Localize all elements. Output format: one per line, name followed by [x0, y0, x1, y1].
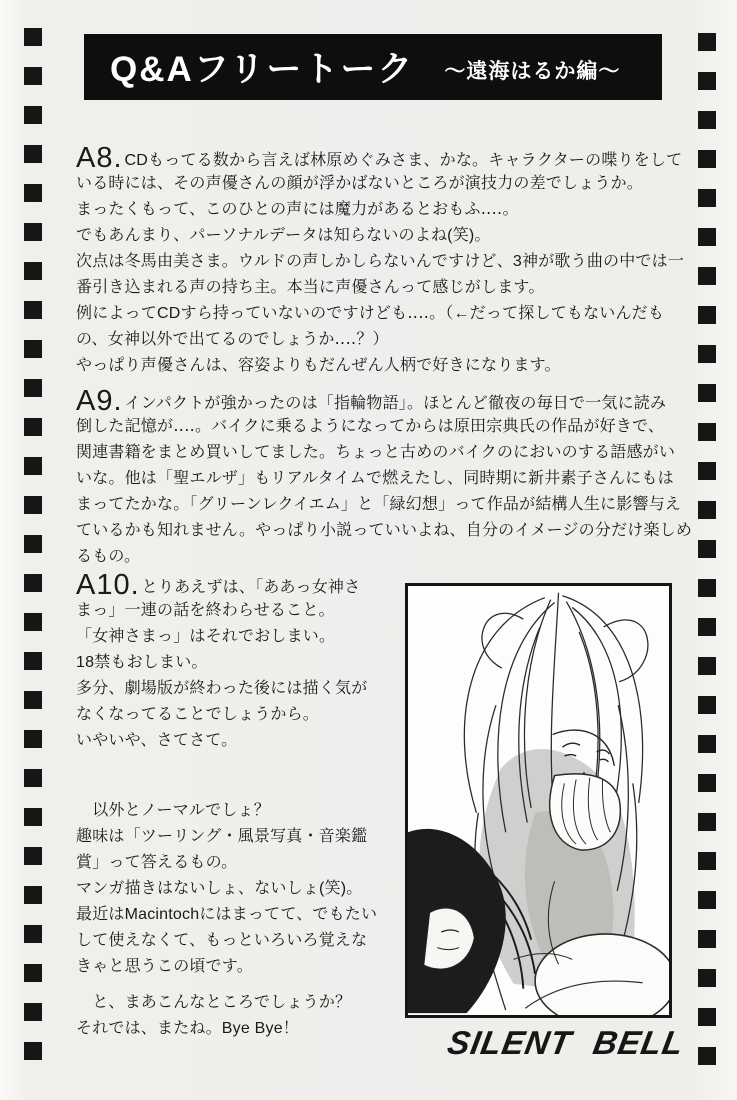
text-line: して使えなくて、もっといろいろ覚えな — [76, 932, 368, 949]
text-line: 賞」って答えるもの。 — [76, 854, 238, 871]
film-sprocket-strip-right — [698, 33, 716, 1068]
text-line: まったくもって、このひとの声には魔力があるとおもふ‥‥。 — [76, 201, 519, 218]
closing-paragraph — [76, 990, 406, 1042]
text-line: と、まあこんなところでしょうか？ — [76, 994, 352, 1011]
silent-bell-logo: SILENT BELL — [444, 1024, 688, 1061]
text-line: 関連書籍をまとめ買いしてました。ちょっと古めのバイクのにおいのする語感がい — [76, 444, 676, 461]
text-line: ているかも知れません。やっぱり小説っていいよね、自分のイメージの分だけ楽しめ — [76, 522, 693, 539]
text-line: の、女神以外で出てるのでしょうか‥‥？） — [76, 331, 389, 348]
answer-8-paragraph — [76, 142, 685, 379]
text-line: やっぱり声優さんは、容姿よりもだんぜん人柄で好きになります。 — [76, 357, 561, 374]
page-title: Q&Aフリートーク — [110, 50, 415, 89]
text-line — [76, 385, 667, 417]
goddess-illustration — [405, 583, 672, 1018]
text-line: 以外とノーマルでしょ？ — [76, 802, 270, 819]
answer-10-label: A10. — [76, 569, 140, 601]
text-line: いやいや、さてさて。 — [76, 732, 238, 749]
answer-9-paragraph — [76, 385, 693, 570]
text-line: 多分、劇場版が終わった後には描く気が — [76, 680, 368, 697]
answer-8-label: A8. — [76, 142, 123, 174]
text-line: まってたかな。「グリーンレクイエム」と「緑幻想」って作品が結構人生に影響与え — [76, 496, 682, 513]
text-line: 例によってCDすら持っていないのですけども‥‥。（←だって探してもないんだも — [76, 305, 665, 322]
text-line — [76, 569, 406, 601]
page-subtitle: ～遠海はるか編～ — [444, 60, 621, 83]
film-sprocket-strip-left — [24, 28, 42, 1063]
text-line: いる時には、その声優さんの顔が浮かばないところが演技力の差でしょうか。 — [76, 175, 644, 192]
text-line: それでは、またね。Bye Bye！ — [76, 1020, 299, 1037]
text-line: まっ」一連の話を終わらせること。 — [76, 602, 335, 619]
text-line: CDもってる数から言えば林原めぐみさま、かな。キャラクターの喋りをして — [124, 152, 683, 169]
text-line: マンガ描きはないしょ、ないしょ(笑)。 — [76, 880, 363, 897]
text-line: なくなってることでしょうから。 — [76, 706, 320, 723]
answer-10-paragraph — [76, 569, 406, 754]
text-line: 次点は冬馬由美さま。ウルドの声しかしらないんですけど、3神が歌う曲の中では一 — [76, 253, 685, 270]
text-line: 番引き込まれる声の持ち主。本当に声優さんって感じがします。 — [76, 279, 545, 296]
free-talk-paragraph — [76, 798, 406, 980]
goddess-illustration-line-art — [408, 586, 669, 1015]
text-line: インパクトが強かったのは「指輪物語」。ほとんど徹夜の毎日で一気に読み — [124, 395, 667, 412]
text-line: 18禁もおしまい。 — [76, 654, 208, 671]
text-line: 趣味は「ツーリング・風景写真・音楽鑑 — [76, 828, 368, 845]
text-line — [76, 142, 683, 174]
text-line: るもの。 — [76, 548, 141, 565]
text-line: きゃと思うこの頃です。 — [76, 958, 253, 975]
answer-9-label: A9. — [76, 385, 123, 417]
header-banner — [84, 34, 662, 100]
text-line: 倒した記憶が‥‥。バイクに乗るようになってからは原田宗典氏の作品が好きで、 — [76, 418, 665, 435]
text-line: いな。他は「聖エルザ」もリアルタイムで燃えたし、同時期に新井素子さんにもは — [76, 470, 674, 487]
text-line: とりあえずは、「ああっ女神さ — [141, 579, 361, 596]
text-line: 最近はMacintochにはまってて、でもたい — [76, 906, 378, 923]
text-line: でもあんまり、パーソナルデータは知らないのよね(笑)。 — [76, 227, 491, 244]
text-line: 「女神さまっ」はそれでおしまい。 — [76, 628, 336, 645]
